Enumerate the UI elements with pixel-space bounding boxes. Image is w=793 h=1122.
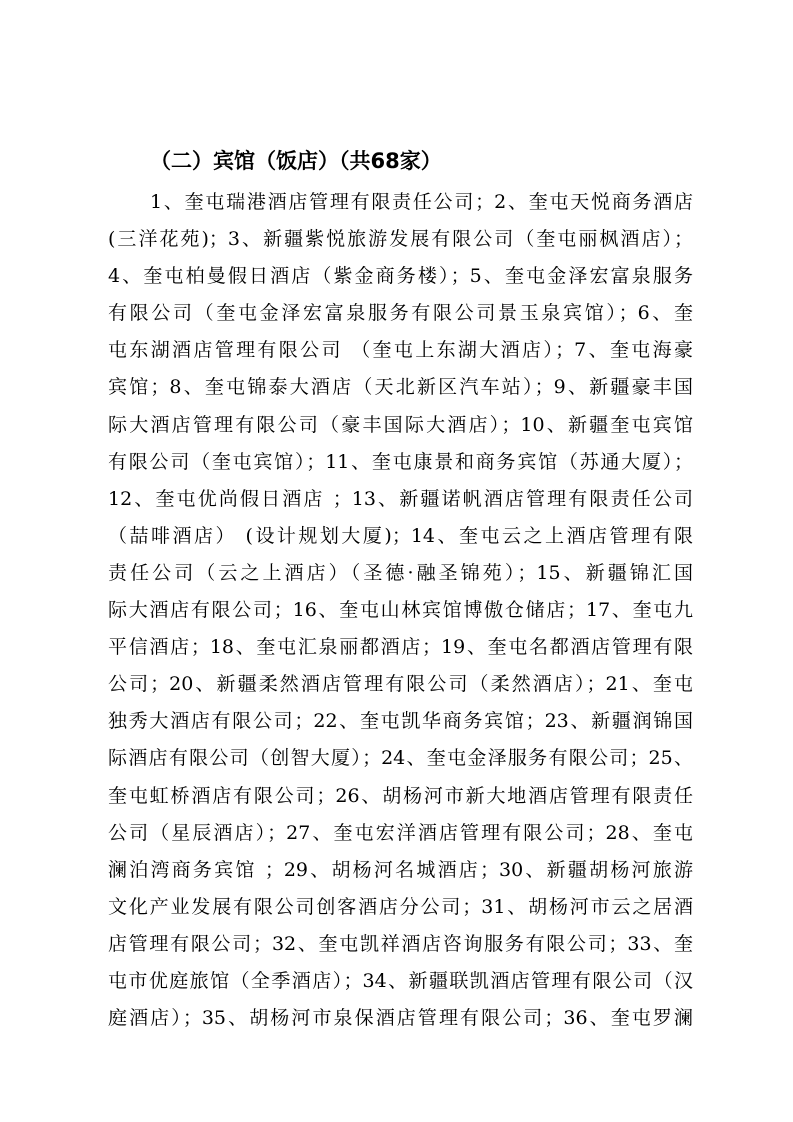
paragraph-line: 澜泊湾商务宾馆 ；29、胡杨河名城酒店；30、新疆胡杨河旅游 [108,858,693,881]
paragraph-line: 屯东湖酒店管理有限公司 （奎屯上东湖大酒店）；7、奎屯海豪 [108,339,693,362]
paragraph-line: 独秀大酒店有限公司；22、奎屯凯华商务宾馆；23、新疆润锦国 [108,710,693,733]
paragraph-line: 有限公司（奎屯宾馆）；11、奎屯康景和商务宾馆（苏通大厦）； [108,450,693,473]
paragraph-line: 奎屯虹桥酒店有限公司；26、胡杨河市新大地酒店管理有限责任 [108,784,693,807]
paragraph-line: 际大酒店有限公司；16、奎屯山林宾馆博傲仓储店；17、奎屯九 [108,599,693,622]
paragraph-line: 店管理有限公司；32、奎屯凯祥酒店咨询服务有限公司；33、奎 [108,932,693,955]
paragraph-line: 有限公司（奎屯金泽宏富泉服务有限公司景玉泉宾馆）；6、奎 [108,302,693,325]
paragraph-line: 际大酒店管理有限公司（豪丰国际大酒店）；10、新疆奎屯宾馆 [108,413,693,436]
paragraph-line: 平信酒店；18、奎屯汇泉丽都酒店；19、奎屯名都酒店管理有限 [108,636,693,659]
paragraph-line: （喆啡酒店） (设计规划大厦)；14、奎屯云之上酒店管理有限 [108,524,693,547]
paragraph-line: (三洋花苑)；3、新疆紫悦旅游发展有限公司（奎屯丽枫酒店）； [108,228,693,251]
paragraph-line: 公司；20、新疆柔然酒店管理有限公司（柔然酒店）；21、奎屯 [108,673,693,696]
section-heading: （二）宾馆（饭店）（共68家） [150,149,442,173]
hotel-list-paragraph [108,184,693,1037]
paragraph-line: 4、奎屯柏曼假日酒店（紫金商务楼）；5、奎屯金泽宏富泉服务 [108,265,693,288]
paragraph-line: 宾馆；8、奎屯锦泰大酒店（天北新区汽车站）；9、新疆豪丰国 [108,376,693,399]
paragraph-line: 责任公司（云之上酒店）（圣德·融圣锦苑）；15、新疆锦汇国 [108,561,693,584]
paragraph-line: 庭酒店）；35、胡杨河市泉保酒店管理有限公司；36、奎屯罗澜 [108,1007,693,1030]
paragraph-line: 1、奎屯瑞港酒店管理有限责任公司；2、奎屯天悦商务酒店 [150,191,693,213]
paragraph-line: 12、奎屯优尚假日酒店 ；13、新疆诺帆酒店管理有限责任公司 [108,487,693,510]
paragraph-line: 文化产业发展有限公司创客酒店分公司；31、胡杨河市云之居酒 [108,895,693,918]
paragraph-line: 际酒店有限公司（创智大厦）；24、奎屯金泽服务有限公司；25、 [108,747,693,770]
paragraph-line: 公司（星辰酒店）；27、奎屯宏洋酒店管理有限公司；28、奎屯 [108,821,693,844]
paragraph-line: 屯市优庭旅馆（全季酒店）；34、新疆联凯酒店管理有限公司（汉 [108,969,693,992]
